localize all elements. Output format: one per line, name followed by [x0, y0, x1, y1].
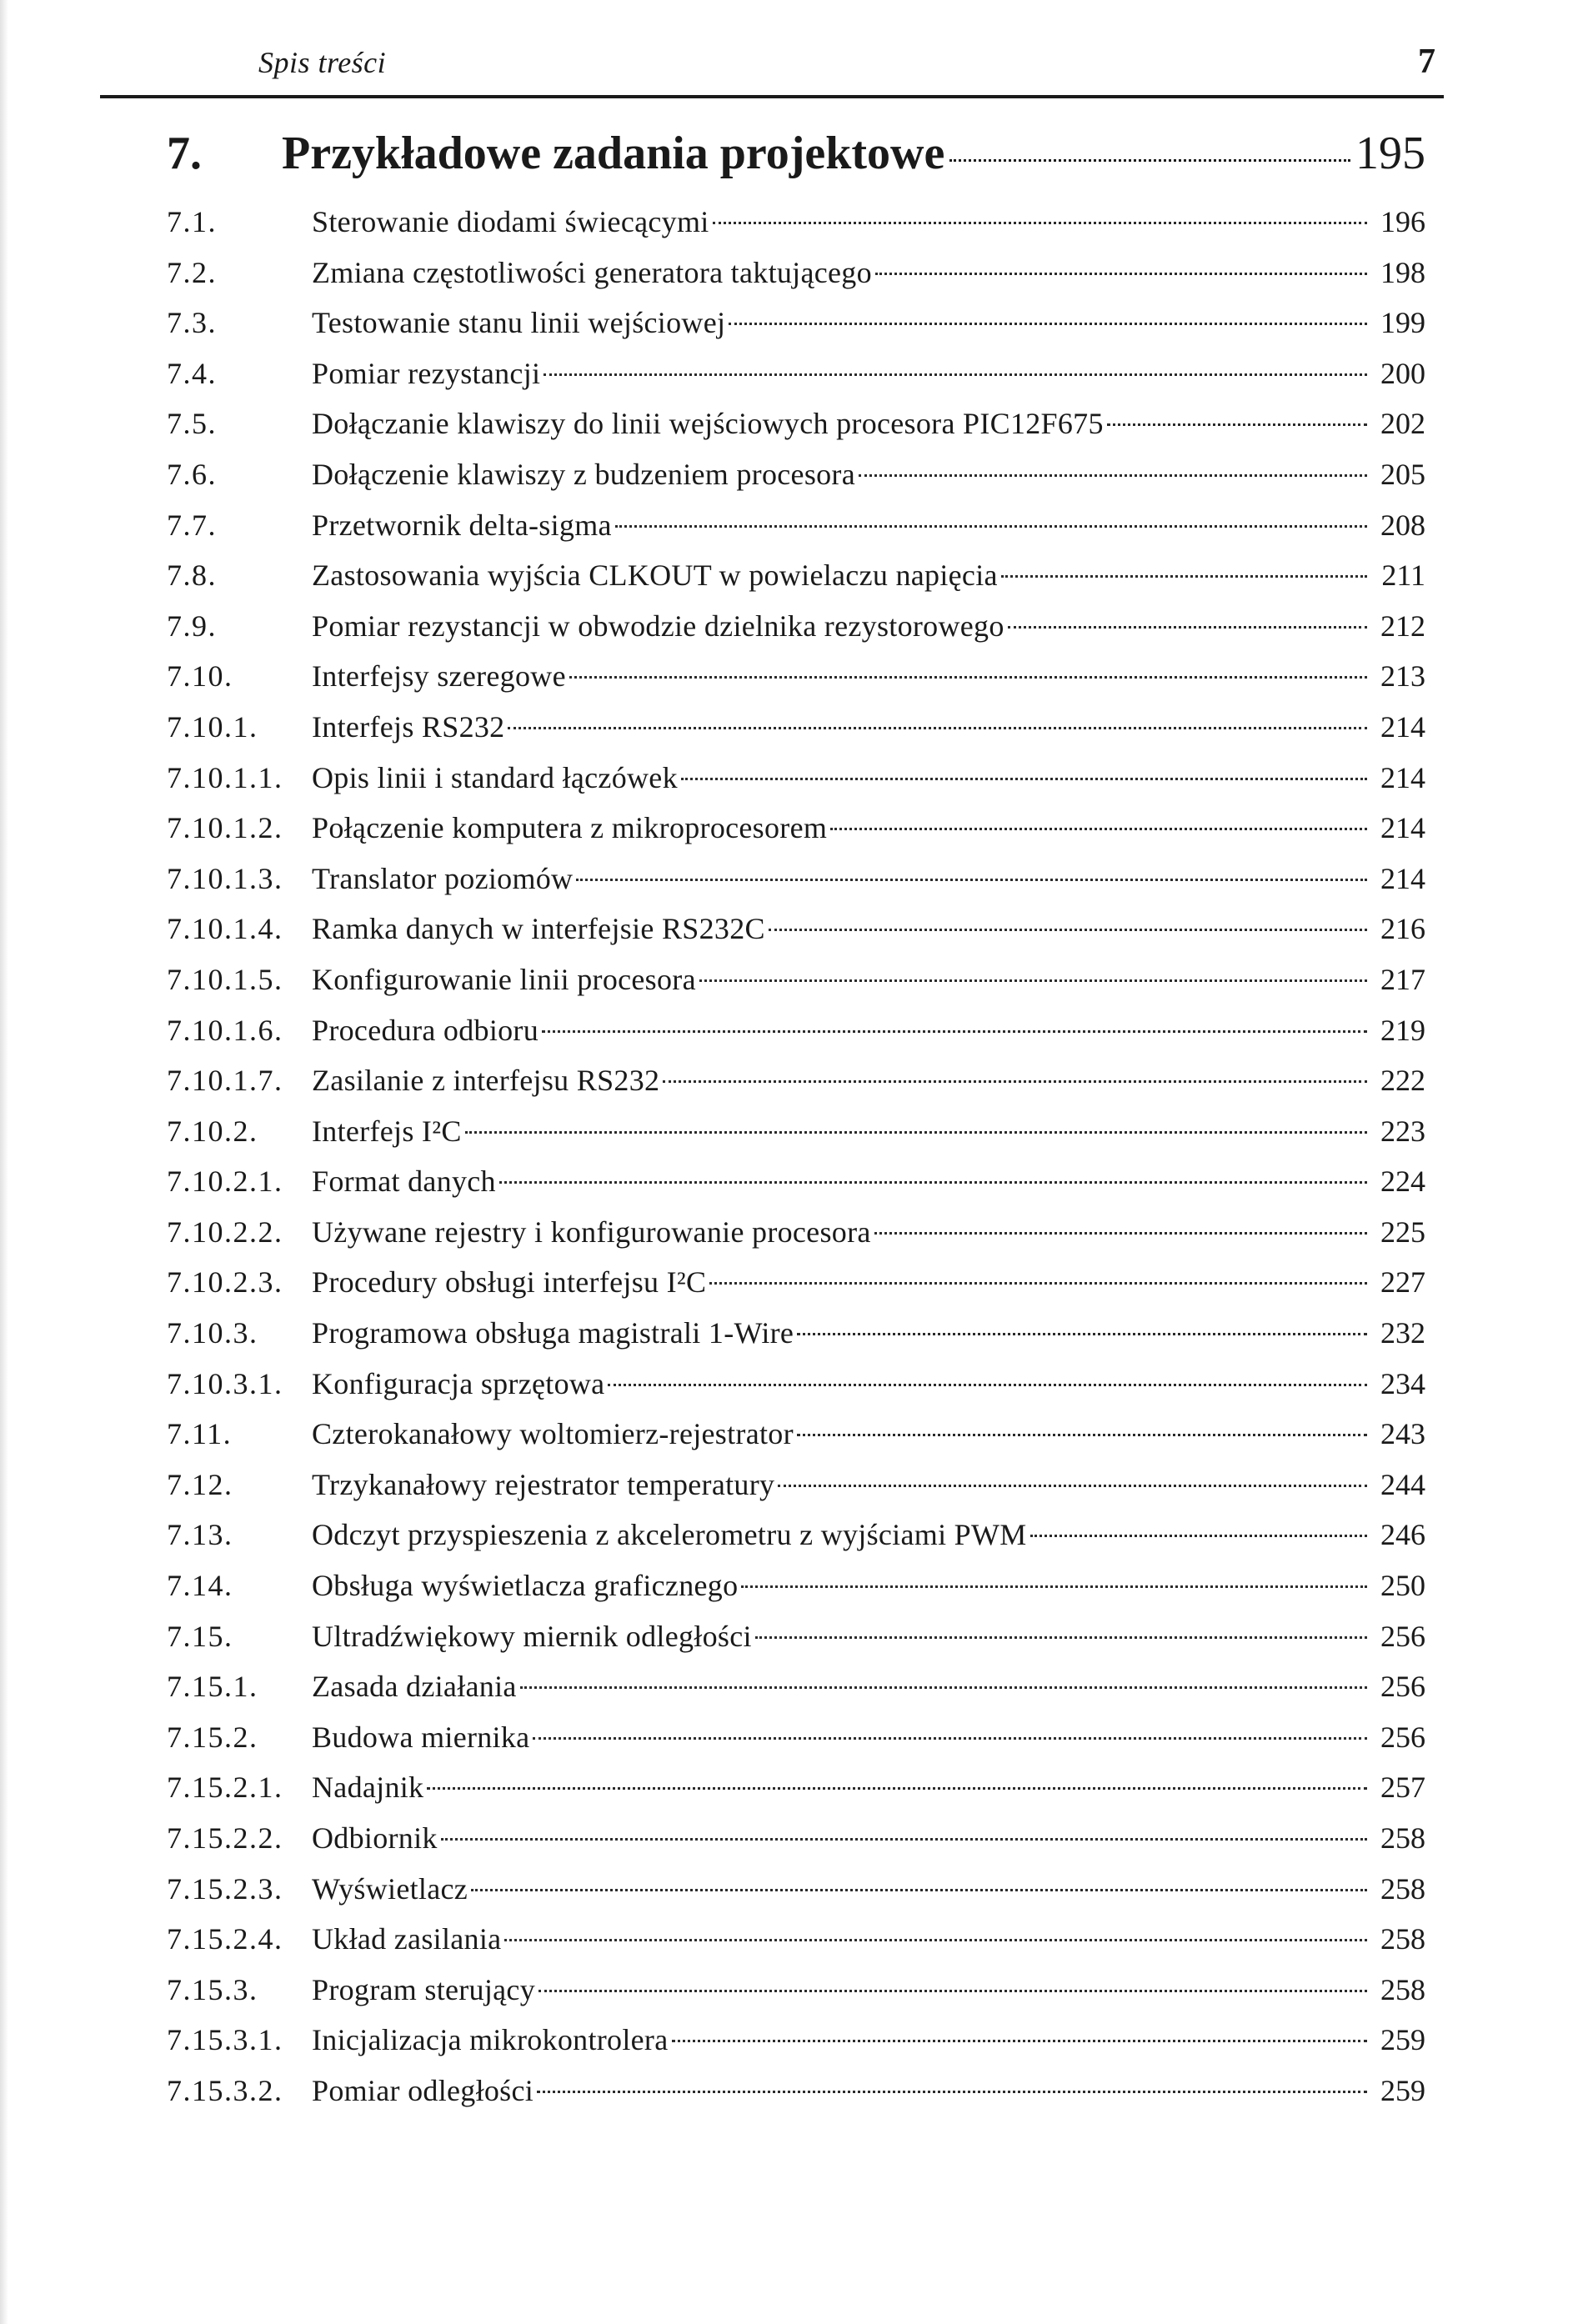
toc-entry: [167, 197, 1425, 248]
toc-entry: [167, 1661, 1425, 1712]
toc-entry-number: 7.15.2.3.: [167, 1871, 283, 1906]
toc-entry-title: Pomiar rezystancji: [312, 356, 541, 390]
toc-entry-title: Interfejs I²C: [312, 1114, 462, 1148]
toc-entry-number: 7.10.1.3.: [167, 861, 283, 895]
toc-entry-page: 217: [1380, 962, 1425, 996]
toc-entry: [167, 1864, 1425, 1915]
toc-leader-dots: [713, 221, 1367, 224]
toc-entry: [167, 1156, 1425, 1207]
toc-leader-dots: [663, 1079, 1367, 1083]
chapter-page: 195: [1355, 128, 1425, 179]
toc-entry-page: 258: [1380, 1972, 1425, 2006]
toc-entry-title: Nadajnik: [312, 1771, 424, 1805]
toc-entry: [167, 2015, 1425, 2066]
toc-entry-title: Połączenie komputera z mikroprocesorem: [312, 811, 828, 845]
toc-entry: [167, 601, 1425, 652]
toc-entry-number: 7.10.3.1.: [167, 1366, 283, 1400]
toc-entry-title: Program sterujący: [312, 1972, 536, 2006]
toc-entry-page: 199: [1380, 306, 1425, 340]
toc-entry: [167, 651, 1425, 702]
toc-entry-page: 258: [1380, 1821, 1425, 1855]
toc-entry: [167, 1409, 1425, 1460]
toc-entry-number: 7.14.: [167, 1569, 233, 1603]
toc-entry-page: 214: [1380, 811, 1425, 845]
toc-entry-page: 256: [1380, 1619, 1425, 1653]
toc-leader-dots: [769, 928, 1367, 931]
toc-entry-page: 205: [1380, 457, 1425, 491]
toc-leader-dots: [539, 1989, 1367, 1992]
toc-entry: [167, 500, 1425, 551]
toc-entry: [167, 348, 1425, 399]
toc-entry-title: Budowa miernika: [312, 1720, 530, 1754]
toc-entry-number: 7.10.1.5.: [167, 962, 283, 996]
chapter-leader-dots: [949, 159, 1350, 162]
toc-leader-dots: [576, 878, 1367, 881]
toc-entry: [167, 803, 1425, 854]
toc-entry: [167, 1005, 1425, 1056]
toc-leader-dots: [465, 1130, 1367, 1134]
toc-entry-number: 7.3.: [167, 306, 217, 340]
toc-leader-dots: [544, 373, 1367, 376]
toc-leader-dots: [569, 675, 1367, 679]
toc-entry-number: 7.12.: [167, 1467, 233, 1501]
toc-entry-page: 213: [1380, 659, 1425, 694]
toc-entry-number: 7.11.: [167, 1417, 233, 1451]
toc-entry-number: 7.10.2.2.: [167, 1215, 283, 1249]
toc-entry-page: 256: [1380, 1670, 1425, 1704]
toc-leader-dots: [1030, 1534, 1367, 1537]
chapter-heading: [167, 127, 1425, 188]
toc-entry: [167, 1712, 1425, 1763]
toc-entry-page: 256: [1380, 1720, 1425, 1754]
toc-entry-title: Konfigurowanie linii procesora: [312, 962, 696, 996]
toc-entry: [167, 904, 1425, 954]
table-of-contents: [167, 197, 1425, 2116]
toc-leader-dots: [699, 979, 1367, 982]
toc-leader-dots: [542, 1029, 1367, 1033]
toc-entry-title: Interfejs RS232: [312, 709, 505, 744]
toc-entry-title: Obsługa wyświetlacza graficznego: [312, 1569, 739, 1603]
toc-entry-number: 7.10.: [167, 659, 233, 694]
toc-leader-dots: [499, 1180, 1367, 1184]
toc-entry-number: 7.15.3.2.: [167, 2073, 283, 2107]
toc-leader-dots: [874, 1231, 1367, 1235]
toc-entry-page: 244: [1380, 1467, 1425, 1501]
toc-leader-dots: [875, 272, 1367, 275]
toc-entry-page: 232: [1380, 1316, 1425, 1350]
toc-entry-page: 234: [1380, 1366, 1425, 1400]
toc-entry-page: 211: [1381, 558, 1425, 593]
toc-entry-title: Przetwornik delta-sigma: [312, 508, 612, 542]
toc-entry-page: 214: [1380, 861, 1425, 895]
toc-entry-page: 208: [1380, 508, 1425, 542]
toc-entry-page: 222: [1380, 1064, 1425, 1098]
toc-entry: [167, 1611, 1425, 1662]
toc-entry: [167, 1308, 1425, 1359]
toc-entry-number: 7.13.: [167, 1518, 233, 1552]
toc-entry-title: Procedury obsługi interfejsu I²C: [312, 1265, 707, 1300]
running-header: [100, 40, 1444, 90]
running-title: Spis treści: [258, 46, 387, 79]
toc-entry-title: Odbiornik: [312, 1821, 438, 1855]
toc-entry-number: 7.8.: [167, 558, 217, 593]
page-number: 7: [1418, 43, 1435, 81]
toc-entry-page: 224: [1380, 1165, 1425, 1199]
toc-entry-page: 257: [1380, 1771, 1425, 1805]
toc-entry-page: 202: [1380, 407, 1425, 441]
toc-entry-page: 258: [1380, 1871, 1425, 1906]
toc-entry: [167, 1965, 1425, 2016]
toc-entry-number: 7.15.1.: [167, 1670, 258, 1704]
toc-leader-dots: [441, 1837, 1367, 1841]
toc-entry-page: 223: [1380, 1114, 1425, 1148]
toc-entry-number: 7.10.3.: [167, 1316, 258, 1350]
toc-leader-dots: [1008, 625, 1367, 629]
toc-entry-page: 214: [1380, 760, 1425, 794]
toc-entry-number: 7.15.2.4.: [167, 1922, 283, 1956]
toc-entry: [167, 1510, 1425, 1560]
toc-entry-number: 7.15.: [167, 1619, 233, 1653]
toc-entry-page: 246: [1380, 1518, 1425, 1552]
toc-entry-title: Ramka danych w interfejsie RS232C: [312, 912, 765, 946]
toc-entry-title: Układ zasilania: [312, 1922, 502, 1956]
toc-entry-title: Inicjalizacja mikrokontrolera: [312, 2023, 669, 2057]
toc-entry-number: 7.10.1.: [167, 709, 258, 744]
toc-leader-dots: [729, 322, 1367, 325]
toc-leader-dots: [608, 1383, 1367, 1386]
toc-entry-title: Interfejsy szeregowe: [312, 659, 566, 694]
toc-entry-title: Pomiar odległości: [312, 2073, 534, 2107]
toc-entry-page: 250: [1380, 1569, 1425, 1603]
toc-entry-page: 258: [1380, 1922, 1425, 1956]
toc-entry-page: 219: [1380, 1013, 1425, 1047]
toc-leader-dots: [537, 2090, 1367, 2093]
toc-entry: [167, 1460, 1425, 1510]
toc-entry-title: Zastosowania wyjścia CLKOUT w powielaczu napięcia: [312, 558, 998, 593]
toc-entry: [167, 954, 1425, 1005]
toc-entry-title: Używane rejestry i konfigurowanie procesora: [312, 1215, 871, 1249]
toc-entry: [167, 2066, 1425, 2116]
toc-leader-dots: [615, 524, 1367, 528]
toc-entry-title: Programowa obsługa magistrali 1-Wire: [312, 1316, 794, 1350]
toc-entry-number: 7.2.: [167, 255, 217, 289]
toc-leader-dots: [755, 1635, 1367, 1639]
toc-entry-number: 7.10.2.1.: [167, 1165, 283, 1199]
toc-entry-title: Odczyt przyspieszenia z akcelerometru z wyjściami PWM: [312, 1518, 1027, 1552]
toc-entry-number: 7.4.: [167, 356, 217, 390]
toc-entry: [167, 753, 1425, 804]
header-rule: [100, 95, 1444, 98]
toc-entry: [167, 550, 1425, 601]
toc-entry-title: Sterowanie diodami świecącymi: [312, 205, 709, 238]
toc-entry-number: 7.15.3.: [167, 1972, 258, 2006]
toc-leader-dots: [471, 1888, 1367, 1891]
chapter-number: 7.: [167, 128, 202, 179]
toc-entry: [167, 398, 1425, 449]
toc-leader-dots: [1001, 574, 1367, 578]
toc-entry-title: Translator poziomów: [312, 861, 574, 895]
scan-edge-shadow: [0, 0, 8, 2324]
toc-entry-number: 7.10.1.6.: [167, 1013, 283, 1047]
toc-entry: [167, 1813, 1425, 1864]
toc-entry-number: 7.10.2.: [167, 1114, 258, 1148]
toc-entry-title: Pomiar rezystancji w obwodzie dzielnika rezystorowego: [312, 609, 1004, 643]
toc-entry-title: Procedura odbioru: [312, 1013, 539, 1047]
toc-entry-number: 7.10.1.1.: [167, 760, 283, 794]
toc-leader-dots: [709, 1281, 1367, 1285]
toc-entry-title: Czterokanałowy woltomierz-rejestrator: [312, 1417, 794, 1451]
toc-entry: [167, 1359, 1425, 1410]
toc-leader-dots: [797, 1332, 1367, 1335]
toc-leader-dots: [504, 1938, 1367, 1941]
toc-entry-number: 7.9.: [167, 609, 217, 643]
toc-entry-page: 259: [1380, 2073, 1425, 2107]
toc-entry-title: Dołączanie klawiszy do linii wejściowych procesora PIC12F675: [312, 407, 1104, 441]
toc-entry-page: 259: [1380, 2023, 1425, 2057]
toc-leader-dots: [778, 1484, 1367, 1487]
toc-entry-number: 7.10.1.4.: [167, 912, 283, 946]
toc-entry: [167, 1560, 1425, 1611]
toc-leader-dots: [681, 777, 1367, 780]
toc-entry: [167, 298, 1425, 348]
toc-entry-page: 216: [1380, 912, 1425, 946]
toc-leader-dots: [533, 1736, 1367, 1740]
toc-entry-title: Opis linii i standard łączówek: [312, 760, 678, 794]
toc-entry: [167, 702, 1425, 753]
toc-entry: [167, 1106, 1425, 1157]
toc-entry-title: Konfiguracja sprzętowa: [312, 1366, 605, 1400]
toc-entry-title: Trzykanałowy rejestrator temperatury: [312, 1467, 775, 1501]
toc-entry: [167, 1914, 1425, 1965]
toc-entry-number: 7.10.2.3.: [167, 1265, 283, 1300]
toc-entry-title: Testowanie stanu linii wejściowej: [312, 306, 726, 340]
toc-entry-number: 7.15.2.1.: [167, 1771, 283, 1805]
toc-entry: [167, 854, 1425, 904]
toc-entry-title: Dołączenie klawiszy z budzeniem procesora: [312, 457, 856, 491]
toc-entry-page: 212: [1380, 609, 1425, 643]
toc-entry: [167, 449, 1425, 500]
toc-entry-page: 227: [1380, 1265, 1425, 1300]
toc-entry: [167, 1257, 1425, 1308]
toc-entry-title: Zasilanie z interfejsu RS232: [312, 1064, 660, 1098]
toc-entry-number: 7.15.3.1.: [167, 2023, 283, 2057]
toc-entry: [167, 248, 1425, 298]
toc-entry-title: Wyświetlacz: [312, 1871, 468, 1906]
toc-entry-page: 196: [1380, 205, 1425, 238]
toc-entry-page: 198: [1380, 255, 1425, 289]
toc-entry-title: Zmiana częstotliwości generatora taktującego: [312, 255, 872, 289]
toc-leader-dots: [797, 1433, 1367, 1436]
toc-entry-page: 243: [1380, 1417, 1425, 1451]
toc-entry-number: 7.5.: [167, 407, 217, 441]
toc-entry-page: 214: [1380, 709, 1425, 744]
toc-leader-dots: [520, 1685, 1367, 1689]
toc-entry-title: Format danych: [312, 1165, 496, 1199]
toc-leader-dots: [830, 827, 1367, 830]
toc-entry-number: 7.10.1.2.: [167, 811, 283, 845]
toc-entry-number: 7.1.: [167, 205, 217, 238]
toc-entry-number: 7.15.2.2.: [167, 1821, 283, 1855]
toc-entry-number: 7.10.1.7.: [167, 1064, 283, 1098]
toc-entry-title: Zasada działania: [312, 1670, 517, 1704]
toc-leader-dots: [1107, 423, 1367, 426]
toc-entry-number: 7.7.: [167, 508, 217, 542]
toc-entry: [167, 1055, 1425, 1106]
toc-entry-title: Ultradźwiękowy miernik odległości: [312, 1619, 752, 1653]
toc-entry: [167, 1207, 1425, 1258]
toc-leader-dots: [508, 726, 1367, 729]
toc-entry-page: 200: [1380, 356, 1425, 390]
toc-entry-page: 225: [1380, 1215, 1425, 1249]
toc-leader-dots: [427, 1786, 1367, 1790]
chapter-title: Przykładowe zadania projektowe: [282, 128, 945, 179]
toc-leader-dots: [672, 2039, 1368, 2042]
toc-leader-dots: [741, 1585, 1367, 1588]
toc-leader-dots: [859, 473, 1367, 477]
toc-entry-number: 7.15.2.: [167, 1720, 258, 1754]
toc-entry-number: 7.6.: [167, 457, 217, 491]
toc-entry: [167, 1762, 1425, 1813]
